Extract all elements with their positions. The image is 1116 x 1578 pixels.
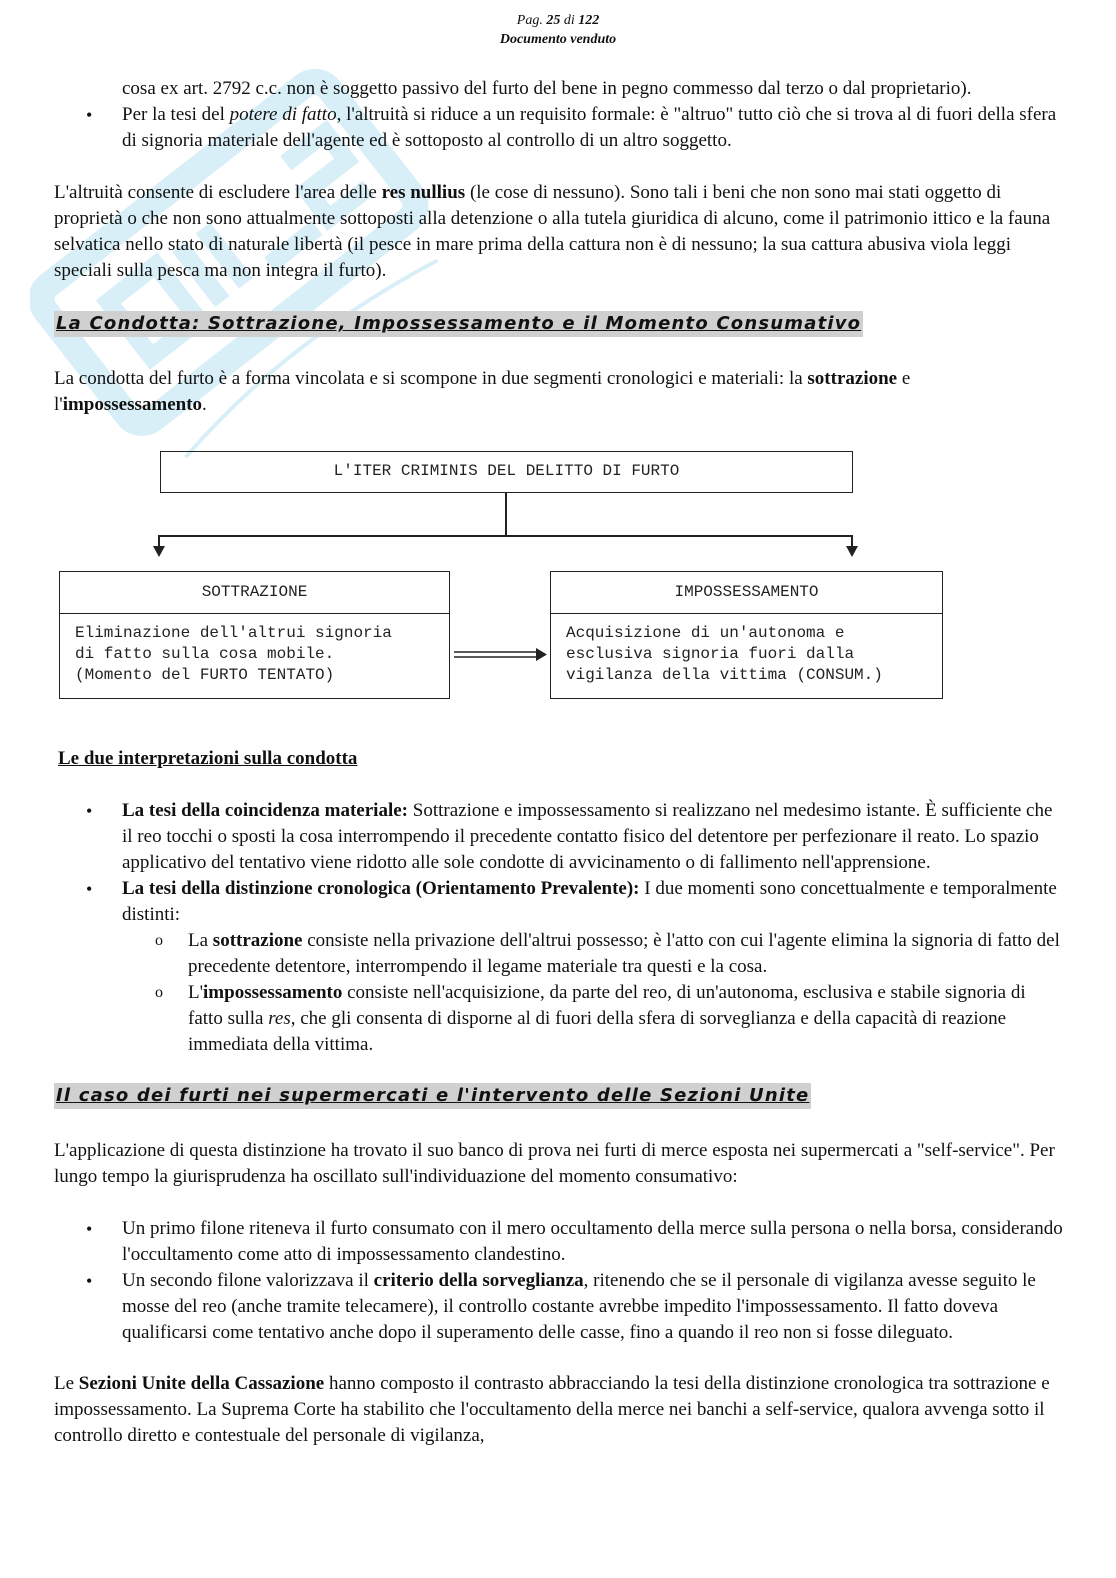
section-heading-condotta: La Condotta: Sottrazione, Impossessamento e il Momento Consumativo	[54, 311, 863, 337]
bullet-list-filoni	[54, 1216, 1064, 1346]
sottrazione-title: SOTTRAZIONE	[60, 572, 449, 614]
arrow-down-right-icon	[846, 546, 858, 558]
page-header	[0, 11, 1116, 49]
interp-heading: Le due interpretazioni sulla condotta	[58, 748, 358, 769]
diagram-top-label: L'ITER CRIMINIS DEL DELITTO DI FURTO	[333, 462, 680, 480]
connector-horizontal	[158, 535, 853, 537]
res-nullius-paragraph: L'altruità consente di escludere l'area delle res nullius (le cose di nessuno). Sono tali i beni che non sono mai stati oggetto di proprietà o che non sono attualmente sottoposti alla detenzione o alla tutela giuridica di alcuno, come il patrimonio ittico e la fauna selvatica nello stato di naturale libertà (il pesce in mare prima della cattura non è di nessuno; la sua cattura abusiva viola leggi speciali sulla pesca ma non integra il furto).	[54, 182, 1051, 281]
condotta-paragraph: La condotta del furto è a forma vincolata e si scompone in due segmenti cronologici e materiali: la sottrazione e l'impossessamento.	[54, 368, 911, 415]
list-item: o L'impossessamento consiste nell'acquisizione, da parte del reo, di un'autonoma, esclusiva e stabile signoria di fatto sulla res, che gli consenta di disporne al di fuori della sfera di sorveglianza e della capacità di reazione immediata della vittima.	[54, 980, 1064, 1058]
continued-paragraph: cosa ex art. 2792 c.c. non è soggetto passivo del furto del bene in pegno commesso dal terzo o dal proprietario).	[122, 78, 972, 99]
sottrazione-box	[59, 571, 450, 699]
list-item: o La sottrazione consiste nella privazione dell'altrui possesso; è l'atto con cui l'agente elimina la signoria di fatto del precedente detentore, interrompendo il legame materiale tra questi e la cosa.	[54, 928, 1064, 980]
document-status: Documento venduto	[499, 32, 617, 47]
section-heading-condotta-wrap	[54, 311, 1064, 337]
list-item: • Per la tesi del potere di fatto, l'altruità si riduce a un requisito formale: è "altruo" tutto ciò che si trova al di fuori della sfera di signoria materiale dell'agente ed è sottoposto al controllo di un altro soggetto.	[54, 102, 1064, 154]
bullet-list-altruita	[54, 102, 1064, 154]
sezioni-unite-paragraph: Le Sezioni Unite della Cassazione hanno composto il contrasto abbracciando la tesi della distinzione cronologica tra sottrazione e impossessamento. La Suprema Corte ha stabilito che l'occultamento della merce nei banchi a self-service, qualora avvenga sotto il controllo diretto e contestuale del personale di vigilanza,	[54, 1373, 1050, 1446]
impossessamento-body: Acquisizione di un'autonoma e esclusiva signoria fuori dalla vigilanza della vittima (CONSUM.)	[566, 624, 883, 684]
connector-vertical	[505, 493, 507, 535]
supermercati-paragraph: L'applicazione di questa distinzione ha trovato il suo banco di prova nei furti di merce esposta nei supermercati a "self-service". Per lungo tempo la giurisprudenza ha oscillato sull'individuazione del momento consumativo:	[54, 1140, 1055, 1187]
double-arrow-right-icon	[454, 647, 548, 663]
page-content	[54, 76, 1064, 1449]
sub-list-distinzione	[54, 928, 1064, 1058]
page-number: Pag. 25 di 122	[516, 13, 600, 28]
list-item: • Un primo filone riteneva il furto consumato con il mero occultamento della merce sulla persona o nella borsa, considerando l'occultamento come atto di impossessamento clandestino.	[54, 1216, 1064, 1268]
list-item: • La tesi della distinzione cronologica (Orientamento Prevalente): I due momenti sono concettualmente e temporalmente distinti:	[54, 876, 1064, 928]
list-item: • La tesi della coincidenza materiale: Sottrazione e impossessamento si realizzano nel medesimo istante. È sufficiente che il reo tocchi o sposti la cosa interrompendo il precedente contatto fisico del detentore per perfezionare il reato. Lo spazio applicativo del tentativo viene ridotto alle sole condotte di avvicinamento o di fallimento nell'apprensione.	[54, 798, 1064, 876]
sottrazione-body: Eliminazione dell'altrui signoria di fatto sulla cosa mobile. (Momento del FURTO TENTATO)	[75, 624, 392, 684]
list-item: • Un secondo filone valorizzava il criterio della sorveglianza, ritenendo che se il personale di vigilanza avesse seguito le mosse del reo (anche tramite telecamere), il controllo costante avrebbe impedito l'impossessamento. Il fatto doveva qualificarsi come tentativo anche dopo il superamento delle casse, fino a quando il reo non si fosse dileguato.	[54, 1268, 1064, 1346]
iter-criminis-diagram	[54, 441, 1064, 741]
section-heading-supermercati-wrap	[54, 1083, 1064, 1109]
arrow-down-left-icon	[153, 546, 165, 558]
section-heading-supermercati: Il caso dei furti nei supermercati e l'intervento delle Sezioni Unite	[54, 1083, 811, 1109]
impossessamento-title: IMPOSSESSAMENTO	[551, 572, 942, 614]
bullet-list-interpretazioni	[54, 798, 1064, 928]
diagram-top-box	[160, 451, 853, 493]
impossessamento-box	[550, 571, 943, 699]
